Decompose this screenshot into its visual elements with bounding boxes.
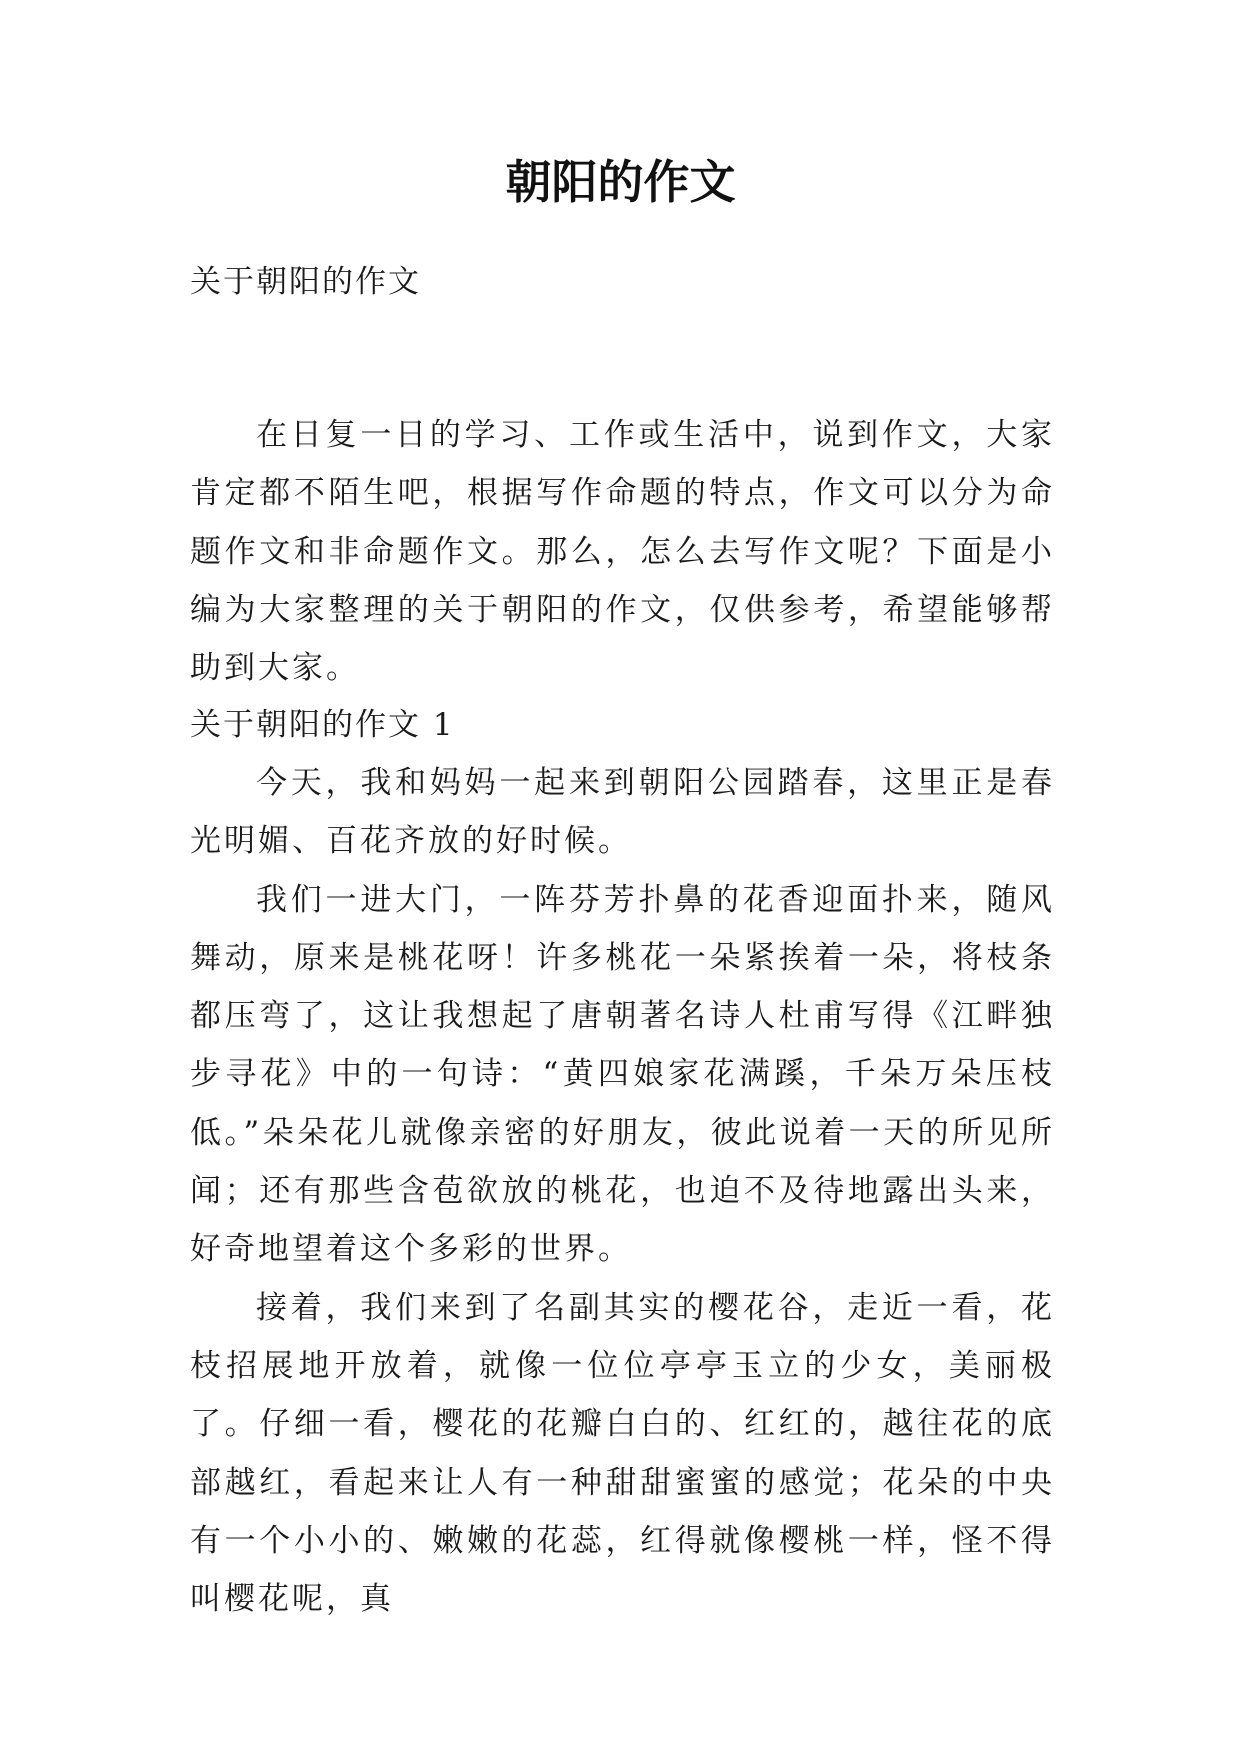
essay-paragraph-3: 接着，我们来到了名副其实的樱花谷，走近一看，花枝招展地开放着，就像一位位亭亭玉立的少女，美丽极了。仔细一看，樱花的花瓣白白的、红红的，越往花的底部越红，看起来让人有一种甜甜蜜蜜的感觉；花朵的中央有一个小小的、嫩嫩的花蕊，红得就像樱桃一样，怪不得叫樱花呢，真	[190, 1289, 1055, 1618]
essay-paragraph-2: 我们一进大门，一阵芬芳扑鼻的花香迎面扑来，随风舞动，原来是桃花呀！许多桃花一朵紧挨着一朵，将枝条都压弯了，这让我想起了唐朝著名诗人杜甫写得《江畔独步寻花》中的一句诗：“黄四娘家花满蹊，千朵万朵压枝低。”朵朵花儿就像亲密的好朋友，彼此说着一天的所见所闻；还有那些含苞欲放的桃花，也迫不及待地露出头来，好奇地望着这个多彩的世界。	[190, 881, 1055, 1268]
document-subtitle: 关于朝阳的作文	[190, 264, 421, 300]
essay-paragraph-1: 今天，我和妈妈一起来到朝阳公园踏春，这里正是春光明媚、百花齐放的好时候。	[190, 765, 1055, 860]
document-title: 朝阳的作文	[505, 155, 736, 209]
intro-block	[190, 406, 1055, 697]
intro-paragraph: 在日复一日的学习、工作或生活中，说到作文，大家肯定都不陌生吧，根据写作命题的特点，作文可以分为命题作文和非命题作文。那么，怎么去写作文呢？下面是小编为大家整理的关于朝阳的作文，仅供参考，希望能够帮助到大家。	[190, 417, 1055, 687]
essay-section	[190, 696, 1055, 1628]
section-heading: 关于朝阳的作文 1	[190, 707, 455, 743]
